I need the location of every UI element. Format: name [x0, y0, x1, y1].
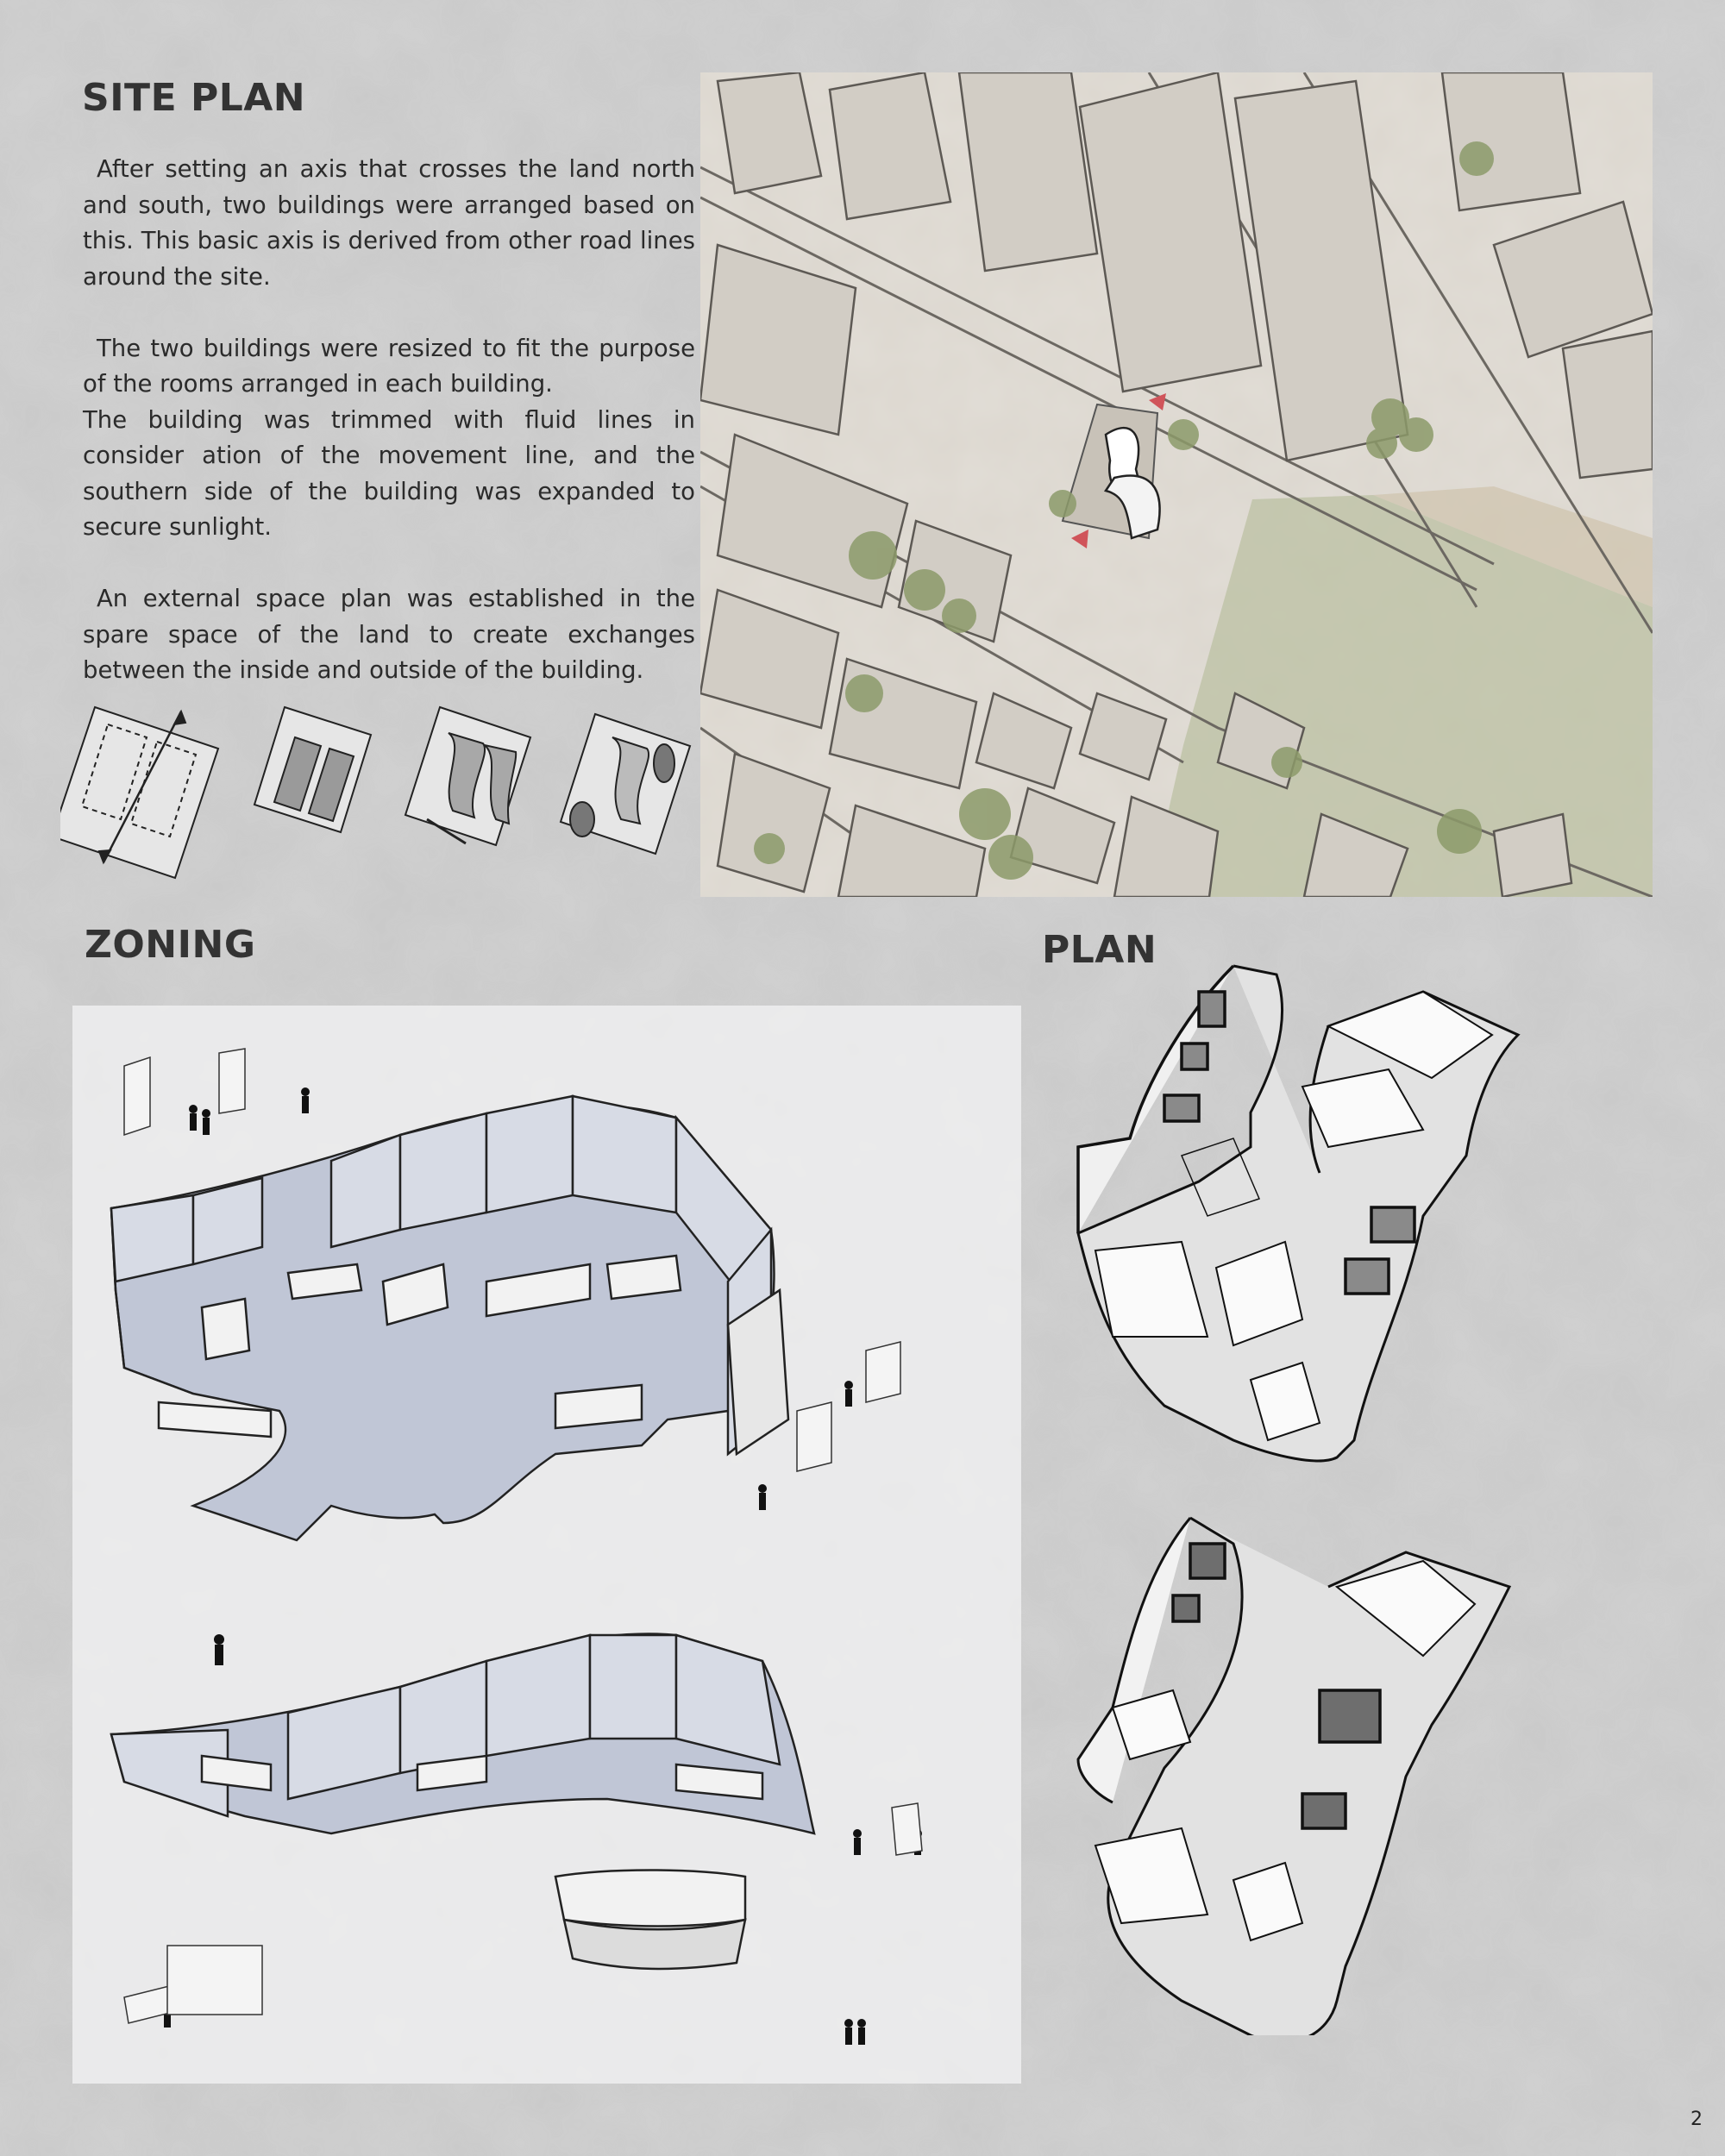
plan-title: PLAN — [1042, 928, 1157, 972]
site-map — [700, 72, 1653, 897]
zoning-title: ZONING — [85, 923, 256, 967]
floor-plans — [1061, 957, 1544, 2035]
concept-diagram-exterior — [561, 714, 690, 854]
site-plan-description — [83, 152, 695, 724]
description-paragraph: The two buildings were resized to fit the purpose of the rooms arranged in each building. — [83, 334, 695, 398]
concept-diagram-blocks — [254, 707, 371, 832]
description-paragraph: After setting an axis that crosses the land north and south, two buildings were arranged based on this. This basic axis is derived from other road lines around the site. — [83, 155, 695, 291]
concept-diagram-fluid — [405, 707, 530, 845]
concept-diagrams — [60, 690, 699, 888]
floor-plan-upper — [1078, 966, 1518, 1461]
description-paragraph: The building was trimmed with fluid lines in consider ation of the movement line, and the southern side of the building was expanded to secure sunlight. — [83, 405, 695, 541]
zoning-panel — [72, 1006, 1021, 2084]
concept-diagram-axis — [60, 707, 218, 878]
floor-plan-lower — [1078, 1518, 1509, 2035]
site-plan-title: SITE PLAN — [82, 76, 306, 120]
description-paragraph: An external space plan was established in the spare space of the land to create exchanges between the inside and outside of the building. — [83, 585, 695, 684]
page-number: 2 — [1690, 2109, 1703, 2130]
